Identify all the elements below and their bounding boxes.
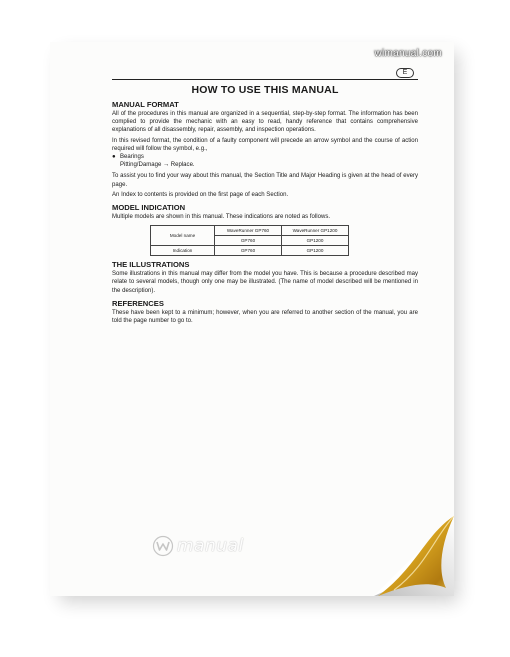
manual-format-paragraph-4: An Index to contents is provided on the first page of each Section. xyxy=(112,191,289,198)
page-content xyxy=(112,66,418,327)
bullet-dot-icon: ● xyxy=(112,154,116,161)
manual-format-paragraph-1: All of the procedures in this manual are organized in a sequential, step-by-step format. The information has been complied to provide the mechanic with an easy to read, handy reference that contains comprehensive explanations of all disassembly, repair, assembly, and inspection operations. xyxy=(112,111,418,134)
manual-format-paragraph-2: In this revised format, the condition of a faulty component will precede an arrow symbol and the course of action required will follow the symbol, e.g., xyxy=(112,137,418,152)
watermark-bottom-text: manual xyxy=(177,536,244,556)
table-row xyxy=(151,246,349,256)
page-curl-icon xyxy=(334,476,454,596)
heading-illustrations: THE ILLUSTRATIONS xyxy=(112,260,190,270)
table-cell-model-1-indication: GP760 xyxy=(215,246,282,256)
table-cell-model-name-label: Model name xyxy=(151,226,215,246)
watermark-bottom-logo xyxy=(152,534,244,558)
table-cell-model-1-name: WaveRunner GP760 xyxy=(215,226,282,236)
bullet-sub-text: Pitting/Damage → Replace. xyxy=(120,162,195,169)
wimanual-logo-icon xyxy=(152,535,174,557)
table-row xyxy=(151,226,349,236)
heading-manual-format: MANUAL FORMAT xyxy=(112,100,179,109)
table-cell-model-2-name: WaveRunner GP1200 xyxy=(282,226,349,236)
manual-page xyxy=(50,42,454,596)
table-cell-model-2-indication: GP1200 xyxy=(282,246,349,256)
model-indication-paragraph: Multiple models are shown in this manual. These indications are noted as follows. xyxy=(112,214,331,221)
language-badge: E xyxy=(396,68,414,78)
table-cell-model-1-code: GP760 xyxy=(215,236,282,246)
watermark-top[interactable]: wimanual.com xyxy=(374,48,442,59)
manual-format-paragraph-3: To assist you to find your way about this manual, the Section Title and Major Heading is given at the head of every page. xyxy=(112,173,418,188)
heading-references: REFERENCES xyxy=(112,298,164,308)
page-header-rule xyxy=(112,66,418,80)
table-cell-indication-label: Indication xyxy=(151,246,215,256)
references-paragraph: These have been kept to a minimum; however, when you are referred to another section of the manual, you are told the page number to go to. xyxy=(112,309,418,325)
bullet-bearings xyxy=(112,153,418,161)
bullet-text: Bearings xyxy=(120,154,144,161)
page-title: HOW TO USE THIS MANUAL xyxy=(191,84,339,96)
heading-model-indication: MODEL INDICATION xyxy=(112,203,186,213)
illustrations-paragraph: Some illustrations in this manual may differ from the model you have. This is because a procedure described may relate to several models, though only one may be illustrated. (The name of model described will be mentioned in the description). xyxy=(112,271,418,294)
model-table xyxy=(150,225,349,256)
table-cell-model-2-code: GP1200 xyxy=(282,236,349,246)
